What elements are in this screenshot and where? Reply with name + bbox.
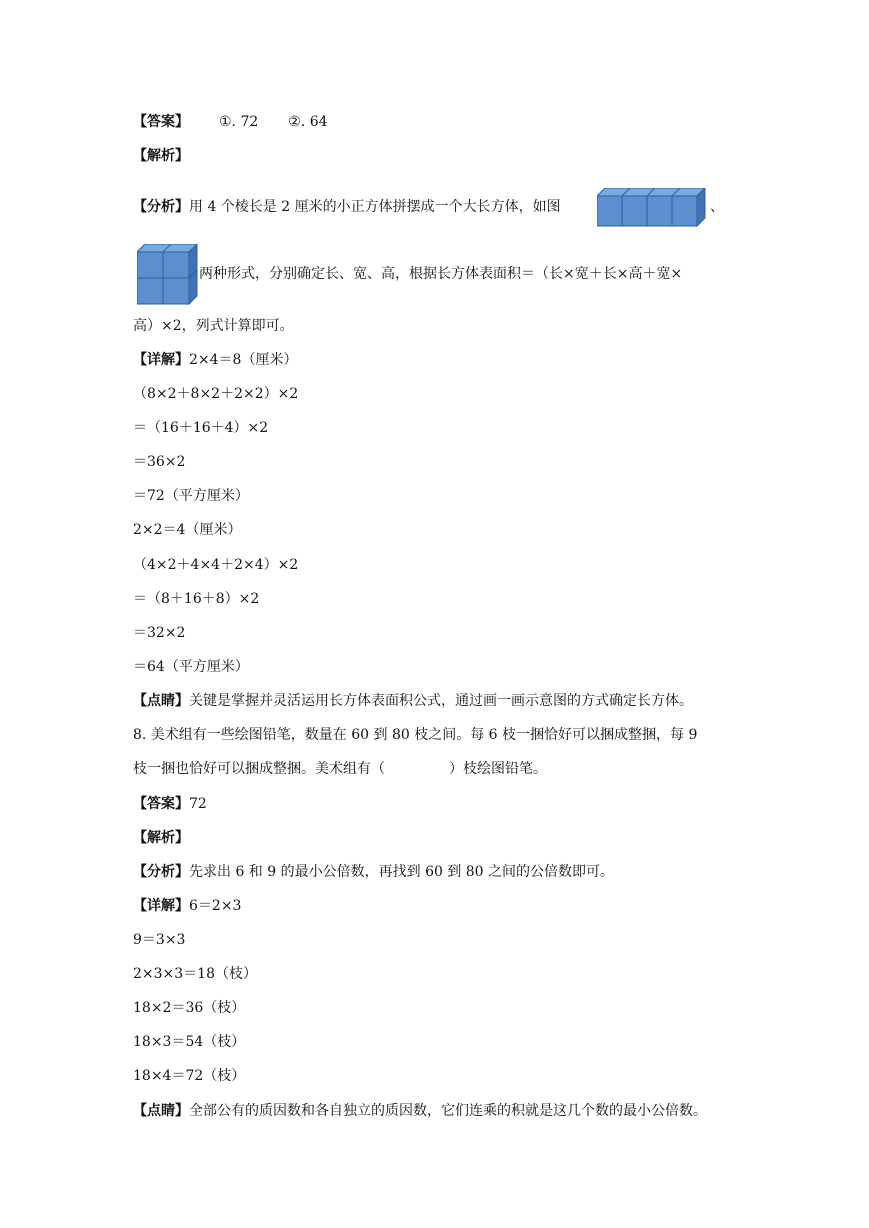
- q8-question-line-1: 8. 美术组有一些绘图铅笔，数量在 60 到 80 枝之间。每 6 枝一捆恰好可以捆成整捆，每 9: [133, 727, 698, 743]
- q7-jiexi: 【解析】: [133, 148, 189, 164]
- q7-answer-line: [133, 112, 328, 132]
- q7-step: ＝32×2: [133, 625, 186, 641]
- q7-dianjing-line: [133, 691, 693, 711]
- q7-step: （8×2＋8×2＋2×2）×2: [133, 386, 299, 402]
- dianjing-text: 关键是掌握并灵活运用长方体表面积公式，通过画一画示意图的方式确定长方体。: [189, 693, 693, 709]
- xiangjie-tag: 【详解】: [133, 352, 189, 368]
- q7-step: ＝（16＋16＋4）×2: [133, 420, 269, 436]
- answer-tag: 【答案】: [133, 114, 189, 130]
- q7-step: 2×4＝8（厘米）: [189, 352, 298, 368]
- q7-fenxi-line-1: [133, 197, 561, 217]
- q8-step: 9＝3×3: [133, 932, 186, 948]
- q7-step: （4×2＋4×4＋2×4）×2: [133, 557, 299, 573]
- fenxi-tag: 【分析】: [133, 864, 189, 880]
- fenxi-text-3: 高）×2，列式计算即可。: [133, 318, 294, 334]
- fenxi-text-2: 两种形式，分别确定长、宽、高，根据长方体表面积＝（长×宽＋长×高＋宽×: [199, 266, 683, 282]
- q8-answer-line: [133, 794, 207, 814]
- q7-step: ＝36×2: [133, 454, 186, 470]
- q8-step: 2×3×3＝18（枝）: [133, 966, 257, 982]
- q7-step: ＝64（平方厘米）: [133, 659, 249, 675]
- fenxi-tag: 【分析】: [133, 199, 189, 215]
- q7-step: ＝（8＋16＋8）×2: [133, 591, 260, 607]
- q7-xiangjie-line: [133, 350, 297, 370]
- answer-2: ②. 64: [288, 114, 328, 130]
- fenxi-text-1: 用 4 个棱长是 2 厘米的小正方体拼摆成一个大长方体，如图: [189, 199, 561, 215]
- q8-step: 18×3＝54（枝）: [133, 1034, 246, 1050]
- q8-step: 18×2＝36（枝）: [133, 1000, 246, 1016]
- answer-value: 72: [189, 796, 207, 812]
- q8-dianjing-line: [133, 1101, 707, 1121]
- dianjing-text: 全部公有的质因数和各自独立的质因数，它们连乘的积就是这几个数的最小公倍数。: [189, 1103, 707, 1119]
- answer-1: ①. 72: [219, 114, 259, 130]
- xiangjie-tag: 【详解】: [133, 898, 189, 914]
- question-text: ）枝绘图铅笔。: [449, 761, 547, 777]
- fenxi-text: 先求出 6 和 9 的最小公倍数，再找到 60 到 80 之间的公倍数即可。: [189, 864, 615, 880]
- fenxi-separator: 、: [710, 199, 724, 215]
- q7-step: 2×2＝4（厘米）: [133, 522, 242, 538]
- q8-question-line-2: [133, 759, 547, 779]
- dianjing-tag: 【点睛】: [133, 693, 189, 709]
- square-cuboid-figure: [137, 244, 199, 306]
- long-cuboid-figure: [597, 188, 707, 228]
- q7-step: ＝72（平方厘米）: [133, 488, 249, 504]
- q8-jiexi: 【解析】: [133, 830, 189, 846]
- q8-step: 6＝2×3: [189, 898, 242, 914]
- q8-xiangjie-line: [133, 896, 241, 916]
- answer-tag: 【答案】: [133, 796, 189, 812]
- dianjing-tag: 【点睛】: [133, 1103, 189, 1119]
- question-text: 枝一捆也恰好可以捆成整捆。美术组有（: [133, 761, 385, 777]
- q8-step: 18×4＝72（枝）: [133, 1068, 246, 1084]
- q8-fenxi-line: [133, 862, 614, 882]
